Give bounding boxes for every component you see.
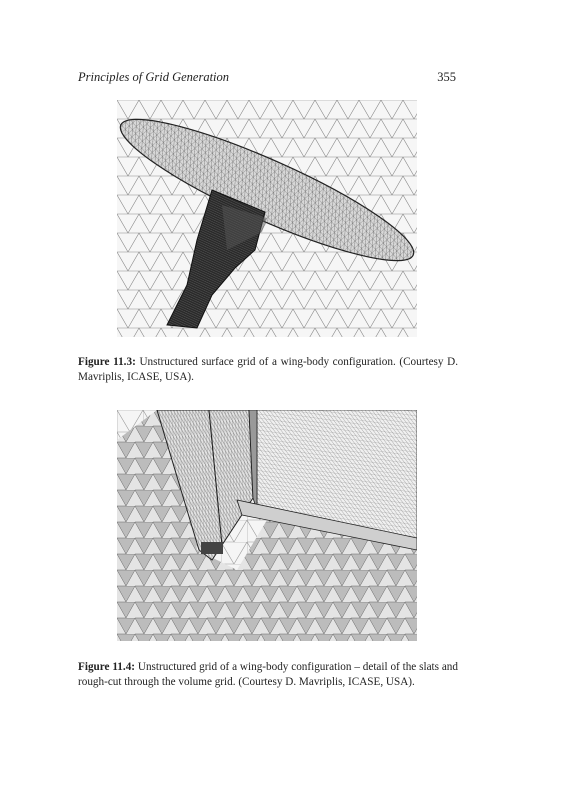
figure-11-3-image <box>117 100 417 337</box>
running-title: Principles of Grid Generation <box>78 70 230 84</box>
page-number: 355 <box>437 70 456 84</box>
figure-11-3-label: Figure 11.3: <box>78 356 136 368</box>
figure-11-4-image <box>117 410 417 641</box>
figure-11-4-caption-text: Unstructured grid of a wing-body configuration – detail of the slats and rough-cut through the volume grid. (Courtesy D. Mavriplis, ICASE, USA). <box>78 661 458 688</box>
figure-11-3-caption <box>78 355 458 385</box>
wing-body-volume-grid <box>117 410 417 641</box>
page-header <box>78 70 456 88</box>
figure-11-4-caption <box>78 660 458 690</box>
wing-body-surface-grid <box>117 100 417 337</box>
figure-11-3-caption-text: Unstructured surface grid of a wing-body configuration. (Courtesy D. Mavriplis, ICASE, USA). <box>78 356 458 383</box>
figure-11-4-label: Figure 11.4: <box>78 661 136 673</box>
